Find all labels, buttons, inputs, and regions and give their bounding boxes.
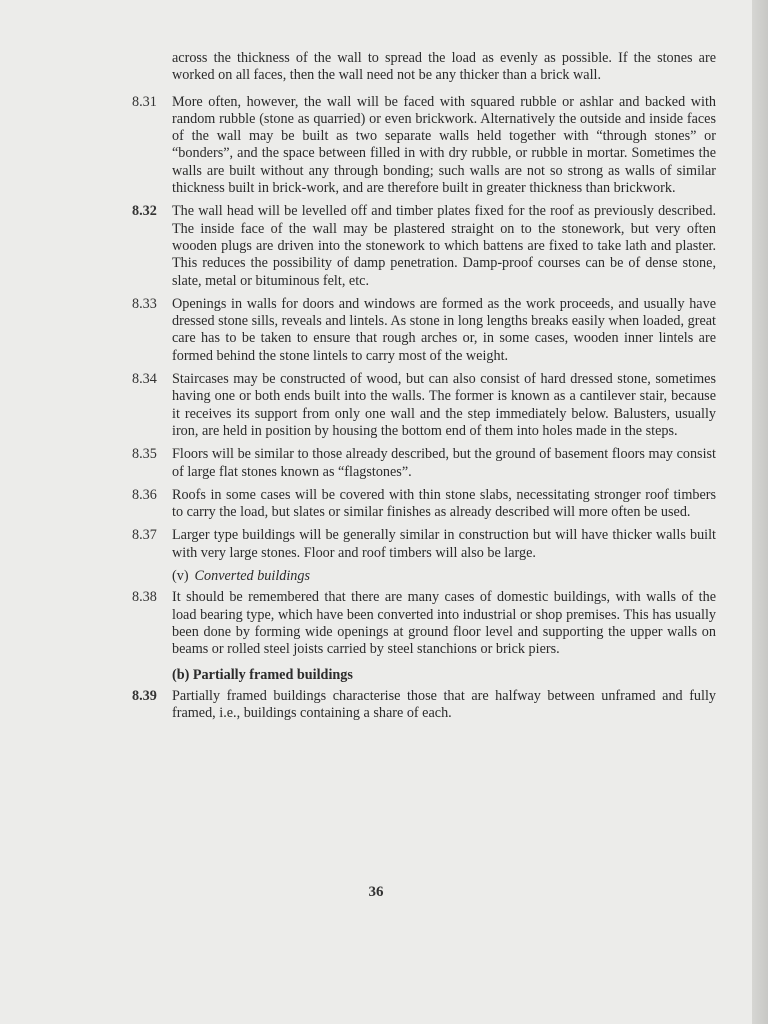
paragraph-text: Roofs in some cases will be covered with thin stone slabs, necessitating stronger roof timbers to carry the load, but slates or similar finishes as already described will more often be used. — [172, 486, 716, 521]
subheading-partially-framed: (b) Partially framed buildings — [172, 666, 353, 683]
paragraph-number: 8.35 — [132, 446, 157, 463]
paragraph-8-32 — [132, 203, 716, 289]
paragraph-8-37 — [132, 527, 716, 562]
paragraph-text: Staircases may be constructed of wood, but can also consist of hard dressed stone, sometimes having one or both ends built into the walls. The former is known as a cantilever stair, because it receives its support from only one wall and the step immediately below. Balusters, usually iron, are held in position by housing the bottom end of them into holes made in the steps. — [172, 371, 716, 439]
subheading-label: (v) — [172, 568, 189, 585]
paragraph-number: 8.36 — [132, 486, 157, 503]
paragraph-number: 8.37 — [132, 527, 157, 544]
paragraph-number: 8.31 — [132, 93, 157, 110]
subheading-converted-buildings — [132, 568, 716, 585]
paragraph-text: More often, however, the wall will be faced with squared rubble or ashlar and backed with random rubble (stone as quarried) or even brickwork. Alternatively the outside and inside faces of the wall may be built as two separate walls held together with “through stones” or “bonders”, and the space between filled in with dry rubble, or rubble in mortar. Sometimes the walls are built without any through bonding; such walls are not so strong as walls of similar thickness built in brick-work, and are therefore built in greater thickness than brickwork. — [172, 93, 716, 197]
paragraph-text: Openings in walls for doors and windows are formed as the work proceeds, and usually have dressed stone sills, reveals and lintels. As stone in long lengths breaks easily when loaded, great care has to be taken to ensure that rough arches or, in some cases, wooden inner lintels are formed behind the stone lintels to carry most of the weight. — [172, 295, 716, 364]
paragraph-8-39 — [132, 688, 716, 723]
paragraph-number: 8.39 — [132, 687, 157, 704]
paragraph-8-35 — [132, 446, 716, 481]
paragraph-8-34 — [132, 371, 716, 440]
paragraph-text: Floors will be similar to those already described, but the ground of basement floors may consist of large flat stones known as “flagstones”. — [172, 446, 716, 480]
paragraph-8-31 — [132, 94, 716, 198]
intro-paragraph — [132, 50, 716, 85]
paragraph-number: 8.38 — [132, 589, 157, 606]
paragraph-number: 8.34 — [132, 371, 157, 388]
paragraph-number: 8.32 — [132, 203, 157, 220]
intro-text: across the thickness of the wall to spread the load as evenly as possible. If the stones are worked on all faces, then the wall need not be any thicker than a brick wall. — [172, 50, 716, 84]
paragraph-text: Partially framed buildings characterise those that are halfway between unframed and fully framed, i.e., buildings containing a share of each. — [172, 687, 716, 722]
paragraph-text: The wall head will be levelled off and timber plates fixed for the roof as previously described. The inside face of the wall may be plastered straight on to the stonework, but very often wooden plugs are driven into the stonework to which battens are fixed to take lath and plaster. This reduces the possibility of damp penetration. Damp-proof courses can be of dense stone, slate, metal or bituminous felt, etc. — [172, 203, 716, 289]
paragraph-8-36 — [132, 487, 716, 522]
paragraph-text: Larger type buildings will be generally similar in construction but will have thicker walls built with very large stones. Floor and roof timbers will also be large. — [172, 527, 716, 561]
paragraph-8-38 — [132, 589, 716, 658]
page-number: 36 — [368, 884, 384, 900]
page-edge — [752, 0, 768, 1024]
paragraph-8-33 — [132, 296, 716, 365]
page-content — [132, 50, 716, 728]
subheading-title: Converted buildings — [194, 568, 311, 585]
paragraph-number: 8.33 — [132, 295, 157, 312]
paragraph-text: It should be remembered that there are many cases of domestic buildings, with walls of the load bearing type, which have been converted into industrial or shop premises. This has usually been done by forming wide openings at ground floor level and supporting the upper walls on beams or rolled steel joists carried by steel stanchions or brick piers. — [172, 589, 716, 658]
